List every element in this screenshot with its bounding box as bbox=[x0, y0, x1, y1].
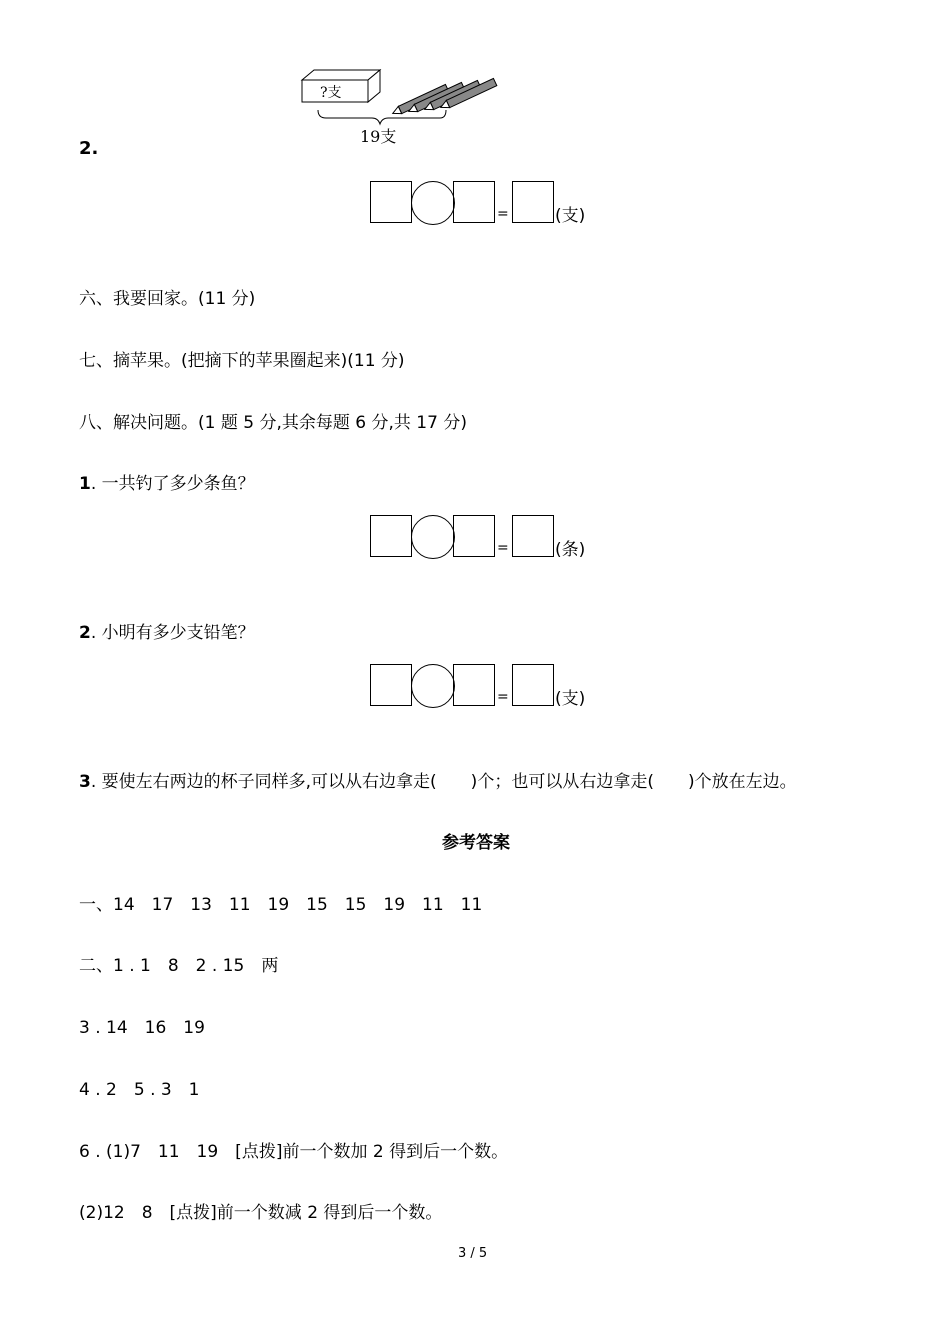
equation-blanks bbox=[370, 515, 610, 559]
pencil-box-figure bbox=[296, 64, 506, 148]
operator-circle[interactable] bbox=[411, 664, 455, 708]
pencils-icon bbox=[391, 78, 497, 117]
answer-line: (2)12 8 [点拨]前一个数减 2 得到后一个数。 bbox=[79, 1203, 443, 1223]
answer-box[interactable] bbox=[453, 181, 495, 223]
box-label: ?支 bbox=[320, 85, 342, 101]
operator-circle[interactable] bbox=[411, 515, 455, 559]
question-number: 2. bbox=[79, 138, 99, 159]
question-text: . 小明有多少支铅笔？ bbox=[90, 623, 255, 643]
brace bbox=[318, 110, 446, 124]
equation-blanks bbox=[370, 664, 610, 708]
question-number: 3 bbox=[79, 772, 91, 792]
equation-blanks bbox=[370, 181, 610, 225]
unit-label: (条) bbox=[555, 540, 586, 560]
question-3 bbox=[79, 767, 797, 792]
section-six-heading: 六、我要回家。(11 分) bbox=[79, 289, 256, 309]
answer-box[interactable] bbox=[370, 664, 412, 706]
unit-label: (支) bbox=[555, 206, 586, 226]
unit-label: (支) bbox=[555, 689, 586, 709]
answer-line: 3 . 14 16 19 bbox=[79, 1018, 205, 1038]
answer-box[interactable] bbox=[453, 515, 495, 557]
answer-box[interactable] bbox=[512, 181, 554, 223]
answer-box[interactable] bbox=[453, 664, 495, 706]
equals-sign: = bbox=[497, 206, 509, 222]
answer-box[interactable] bbox=[370, 181, 412, 223]
question-text: . 一共钓了多少条鱼？ bbox=[90, 474, 255, 494]
brace-label: 19支 bbox=[360, 127, 397, 146]
answer-box[interactable] bbox=[512, 664, 554, 706]
equals-sign: = bbox=[497, 540, 509, 556]
page-number: 3 / 5 bbox=[458, 1246, 488, 1261]
answer-line: 一、14 17 13 11 19 15 15 19 11 11 bbox=[79, 895, 483, 915]
question-2 bbox=[79, 618, 255, 643]
answer-line: 二、1 . 1 8 2 . 15 两 bbox=[79, 956, 279, 976]
question-number: 2 bbox=[79, 623, 91, 643]
equals-sign: = bbox=[497, 689, 509, 705]
answer-box[interactable] bbox=[370, 515, 412, 557]
answers-title: 参考答案 bbox=[442, 833, 510, 853]
operator-circle[interactable] bbox=[411, 181, 455, 225]
question-text: . 要使左右两边的杯子同样多,可以从右边拿走( )个；也可以从右边拿走( )个放在左边。 bbox=[90, 772, 797, 792]
section-seven-heading: 七、摘苹果。(把摘下的苹果圈起来)(11 分) bbox=[79, 351, 405, 371]
section-eight-heading: 八、解决问题。(1 题 5 分,其余每题 6 分,共 17 分) bbox=[79, 413, 467, 433]
answer-box[interactable] bbox=[512, 515, 554, 557]
question-number: 1 bbox=[79, 474, 91, 494]
answer-line: 4 . 2 5 . 3 1 bbox=[79, 1080, 200, 1100]
question-1 bbox=[79, 469, 255, 494]
answer-line: 6 . (1)7 11 19 [点拨]前一个数加 2 得到后一个数。 bbox=[79, 1142, 509, 1162]
